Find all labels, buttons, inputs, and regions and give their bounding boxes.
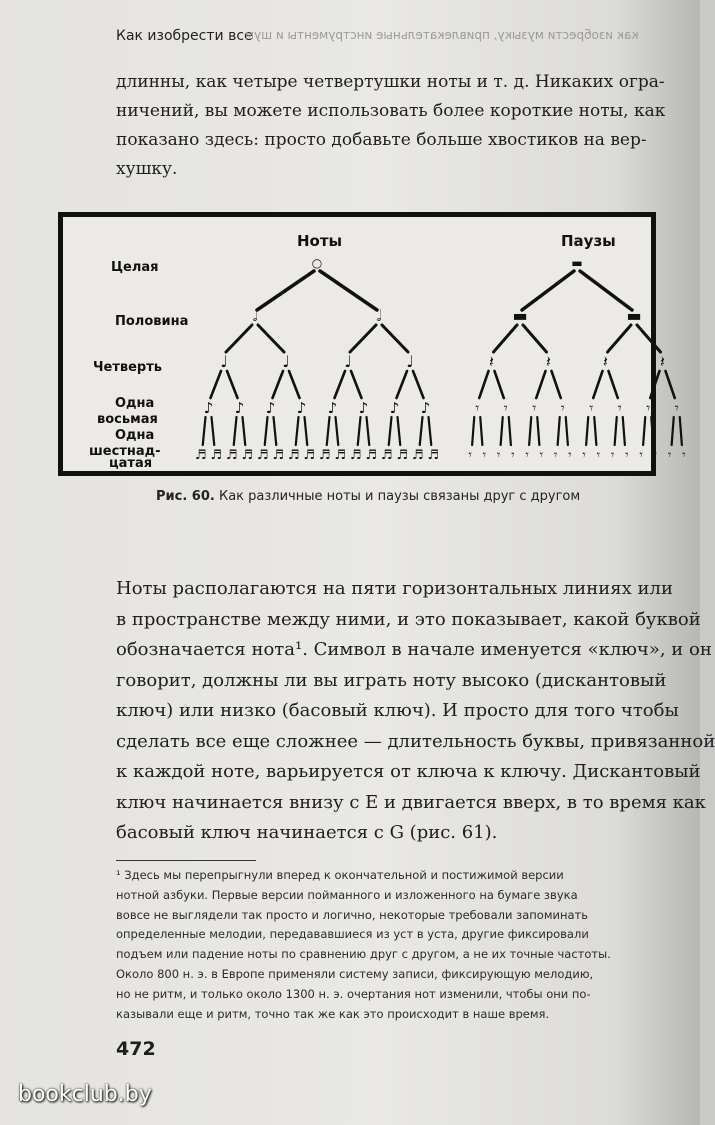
sixteenth-note-icon: ♬	[210, 448, 223, 463]
footnote-line: казывали еще и ритм, точно так же как это происходит в наше время.	[116, 1006, 550, 1021]
tree-branch	[351, 371, 362, 398]
caption-label: Рис. 60.	[156, 489, 215, 504]
label-sixteenth-2: шестнад-	[89, 444, 161, 459]
text-line: к каждой ноте, варьируется от ключа к ключу. Дискантовый	[116, 761, 701, 782]
tree-branch	[666, 371, 675, 398]
sixteenth-note-icon: ♬	[349, 448, 362, 463]
tree-branch	[672, 417, 674, 445]
eighth-rest-icon: 𝄾	[503, 399, 508, 417]
tree-branch	[643, 417, 645, 445]
sixteenth-rest-icon: 𝄾	[568, 448, 572, 463]
sixteenth-note-icon: ♬	[380, 448, 393, 463]
tree-branch	[480, 417, 482, 445]
sixteenth-note-icon: ♬	[365, 448, 378, 463]
tree-branch	[472, 417, 474, 445]
sixteenth-note-icon: ♬	[272, 448, 285, 463]
sixteenth-note-icon: ♬	[334, 448, 347, 463]
eighth-rest-icon: 𝄾	[475, 399, 480, 417]
label-whole: Целая	[111, 260, 159, 275]
sixteenth-rest-icon: 𝄾	[511, 448, 515, 463]
tree-branch	[234, 417, 237, 445]
tree-branch	[494, 325, 518, 352]
label-eighth-2: восьмая	[97, 412, 158, 427]
sixteenth-rest-icon: 𝄾	[553, 448, 558, 463]
footnote-line: но не ритм, и только около 1300 н. э. очертания нот изменили, чтобы они по-	[116, 986, 591, 1001]
tree-branch	[305, 417, 308, 445]
tree-branch	[586, 417, 588, 445]
sixteenth-rest-icon: 𝄾	[496, 448, 501, 463]
tree-branch	[594, 417, 596, 445]
footnote-line: вовсе не выглядели так просто и логично, некоторые требовали запоминать	[116, 907, 589, 922]
tree-branch	[258, 325, 284, 352]
text-line: хушку.	[116, 159, 178, 179]
tree-branch	[211, 371, 222, 398]
tree-branch	[336, 417, 339, 445]
footnote-line: подъем или падение ноты по сравнению друг с другом, а не их точные частоты.	[116, 947, 611, 962]
eighth-note-icon: ♪	[265, 399, 276, 417]
sixteenth-rest-icon: 𝄾	[482, 448, 487, 463]
tree-branch	[501, 417, 503, 445]
sixteenth-note-icon: ♬	[303, 448, 316, 463]
running-header: Как изобрести все	[116, 28, 253, 44]
eighth-rest-icon: 𝄾	[617, 399, 622, 417]
quarter-rest-icon: 𝄽	[603, 352, 608, 371]
heading-notes: Ноты	[297, 232, 343, 250]
tree-branch	[566, 417, 568, 445]
tree-branch	[615, 417, 617, 445]
tree-branch	[609, 371, 618, 398]
tree-branch	[623, 417, 625, 445]
tree-branch	[479, 371, 488, 398]
footnote-line: нотной азбуки. Первые версии пойманного и изложенного на бумаге звука	[116, 887, 578, 902]
tree-branch	[523, 325, 547, 352]
tree-branch	[398, 417, 401, 445]
text-line: Ноты располагаются на пяти горизонтальных линиях или	[116, 578, 673, 599]
tree-branch	[350, 325, 376, 352]
label-eighth-1: Одна	[115, 396, 155, 411]
tree-branch	[522, 271, 574, 310]
eighth-rest-icon: 𝄾	[646, 399, 651, 417]
paragraph-2	[116, 574, 715, 849]
half-rest-icon: ▬	[512, 306, 528, 325]
sixteenth-note-icon: ♬	[241, 448, 254, 463]
page-number: 472	[116, 1038, 156, 1060]
sixteenth-rest-icon: 𝄾	[596, 448, 601, 463]
eighth-note-icon: ♪	[420, 399, 431, 417]
tree-branch	[257, 271, 314, 310]
text-line: сделать все еще сложнее — длительность буквы, привязанной	[116, 730, 715, 752]
quarter-note-icon: ♩	[344, 352, 352, 371]
tree-branch	[680, 417, 682, 445]
text-line: в пространстве между ними, и это показывает, какой буквой	[116, 608, 701, 630]
tree-branch	[509, 417, 511, 445]
tree-branch	[243, 417, 246, 445]
text-line: обозначается нота¹. Символ в начале именуется «ключ», и он	[116, 639, 712, 660]
text-line: показано здесь: просто добавьте больше хвостиков на вер-	[116, 130, 647, 150]
tree-branch	[289, 371, 300, 398]
sixteenth-rest-icon: 𝄾	[639, 448, 643, 463]
sixteenth-note-icon: ♬	[287, 448, 300, 463]
tree-branch	[495, 371, 504, 398]
rests-tree	[468, 256, 686, 463]
caption-text: Как различные ноты и паузы связаны друг с другом	[214, 489, 581, 504]
tree-branch	[265, 417, 268, 445]
eighth-note-icon: ♪	[296, 399, 307, 417]
eighth-rest-icon: 𝄾	[589, 399, 594, 417]
heading-rests: Паузы	[561, 232, 616, 250]
tree-branch	[536, 371, 545, 398]
tree-branch	[389, 417, 392, 445]
tree-branch	[212, 417, 215, 445]
tree-branch	[227, 371, 238, 398]
eighth-rest-icon: 𝄾	[560, 399, 565, 417]
tree-branch	[580, 271, 632, 310]
text-line: говорит, должны ли вы играть ноту высоко (дискантовый	[116, 669, 667, 691]
sixteenth-rest-icon: 𝄾	[667, 448, 672, 463]
notes-rests-figure	[58, 212, 686, 476]
sixteenth-note-icon: ♬	[411, 448, 424, 463]
label-half: Половина	[115, 314, 189, 329]
label-sixteenth-3: цатая	[109, 456, 153, 471]
quarter-note-icon: ♩	[406, 352, 414, 371]
sixteenth-rest-icon: 𝄾	[582, 448, 586, 463]
eighth-note-icon: ♪	[327, 399, 338, 417]
sixteenth-rest-icon: 𝄾	[468, 448, 472, 463]
text-line: ключ) или низко (басовый ключ). И просто для того чтобы	[116, 700, 679, 721]
quarter-note-icon: ♩	[220, 352, 228, 371]
sixteenth-rest-icon: 𝄾	[682, 448, 686, 463]
eighth-note-icon: ♪	[203, 399, 214, 417]
whole-rest-icon: ▬	[571, 256, 583, 270]
eighth-note-icon: ♪	[234, 399, 245, 417]
sixteenth-rest-icon: 𝄾	[653, 448, 658, 463]
sixteenth-note-icon: ♬	[318, 448, 331, 463]
tree-branch	[397, 371, 408, 398]
tree-branch	[320, 271, 377, 310]
tree-branch	[650, 371, 659, 398]
sixteenth-note-icon: ♬	[427, 448, 440, 463]
tree-branch	[651, 417, 653, 445]
half-rest-icon: ▬	[626, 306, 642, 325]
half-note-icon: 𝅗𝅥	[376, 306, 382, 325]
tree-branch	[273, 371, 284, 398]
figure-caption	[156, 489, 580, 504]
tree-branch	[537, 417, 539, 445]
tree-branch	[327, 417, 330, 445]
tree-branch	[593, 371, 602, 398]
footnote-line: ¹ Здесь мы перепрыгнули вперед к окончательной и постижимой версии	[116, 868, 564, 882]
tree-branch	[552, 371, 561, 398]
tree-branch	[367, 417, 370, 445]
tree-branch	[413, 371, 424, 398]
bleed-through-text: как изобрести музыку, привлекательные инструменты и шум	[245, 28, 639, 42]
tree-branch	[274, 417, 277, 445]
sixteenth-rest-icon: 𝄾	[610, 448, 615, 463]
tree-branch	[637, 325, 661, 352]
text-line: длинны, как четыре четвертушки ноты и т. д. Никаких огра-	[116, 72, 665, 92]
half-note-icon: 𝅗𝅥	[252, 306, 258, 325]
text-line: ничений, вы можете использовать более короткие ноты, как	[116, 101, 666, 121]
eighth-note-icon: ♪	[389, 399, 400, 417]
sixteenth-note-icon: ♬	[194, 448, 207, 463]
eighth-rest-icon: 𝄾	[674, 399, 679, 417]
text-line: басовый ключ начинается с G (рис. 61).	[116, 822, 498, 843]
sixteenth-rest-icon: 𝄾	[625, 448, 629, 463]
sixteenth-note-icon: ♬	[225, 448, 238, 463]
note-tree-diagram	[63, 217, 686, 471]
footnote-divider	[116, 860, 256, 861]
tree-branch	[382, 325, 408, 352]
text-line: ключ начинается внизу с E и двигается вверх, в то время как	[116, 791, 706, 813]
quarter-rest-icon: 𝄽	[489, 352, 494, 371]
sixteenth-note-icon: ♬	[256, 448, 269, 463]
quarter-rest-icon: 𝄽	[660, 352, 665, 371]
tree-branch	[529, 417, 531, 445]
eighth-note-icon: ♪	[358, 399, 369, 417]
sixteenth-rest-icon: 𝄾	[525, 448, 529, 463]
tree-branch	[203, 417, 206, 445]
footnote	[116, 866, 676, 1024]
whole-note-icon: ○	[311, 256, 323, 270]
tree-branch	[296, 417, 299, 445]
tree-branch	[358, 417, 361, 445]
label-quarter: Четверть	[93, 360, 162, 375]
label-sixteenth-1: Одна	[115, 428, 155, 443]
tree-branch	[608, 325, 632, 352]
tree-branch	[226, 325, 252, 352]
tree-branch	[335, 371, 346, 398]
watermark-logo: bookclub.by	[18, 1082, 152, 1107]
quarter-note-icon: ♩	[282, 352, 290, 371]
sixteenth-note-icon: ♬	[396, 448, 409, 463]
footnote-line: определенные мелодии, передававшиеся из уст в уста, другие фиксировали	[116, 927, 589, 942]
sixteenth-rest-icon: 𝄾	[539, 448, 544, 463]
tree-branch	[429, 417, 432, 445]
tree-branch	[558, 417, 560, 445]
paragraph-1	[116, 68, 676, 184]
tree-branch	[420, 417, 423, 445]
eighth-rest-icon: 𝄾	[532, 399, 537, 417]
quarter-rest-icon: 𝄽	[546, 352, 551, 371]
notes-tree	[195, 256, 439, 463]
footnote-line: Около 800 н. э. в Европе применяли систему записи, фиксирующую мелодию,	[116, 966, 594, 981]
